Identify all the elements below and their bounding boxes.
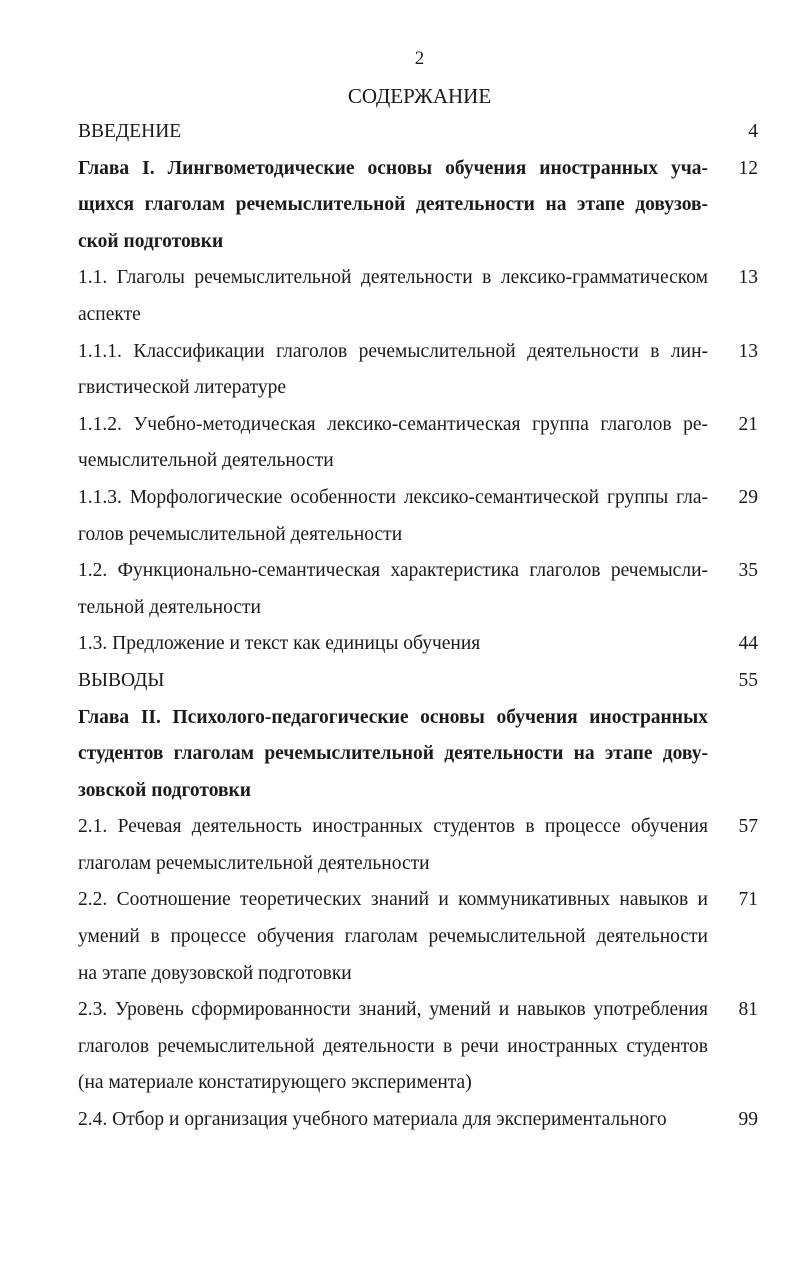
- toc-page-number: 12: [738, 157, 758, 179]
- toc-page-number: 29: [738, 486, 758, 508]
- toc-entry-line: зовской подготовки: [78, 779, 251, 801]
- toc-entry-line: аспекте: [78, 303, 141, 325]
- toc-page-number: 13: [738, 340, 758, 362]
- toc-entry-line: 1.3. Предложение и текст как единицы обучения: [78, 633, 481, 655]
- toc-page-number: 21: [738, 413, 758, 435]
- toc-entry-line: студентов глаголам речемыслительной деятельности на этапе дову-: [78, 743, 708, 765]
- toc-entry-text: [78, 882, 708, 992]
- toc-entry: [78, 882, 758, 992]
- toc-entry-line: ВЫВОДЫ: [78, 669, 165, 691]
- toc-page-number: 35: [738, 560, 758, 582]
- toc-title: СОДЕРЖАНИЕ: [347, 84, 492, 108]
- toc-entry-line: ВВЕДЕНИЕ: [78, 121, 182, 142]
- toc-entry-text: [78, 553, 708, 626]
- toc-page-number: 99: [738, 1109, 758, 1131]
- toc-entry: [78, 553, 758, 626]
- toc-page-number: 57: [738, 816, 758, 838]
- toc-entry: [78, 334, 758, 407]
- toc-entry-line: глаголов речемыслительной деятельности в речи иностранных студентов: [78, 1035, 708, 1057]
- toc-entry: [78, 114, 758, 151]
- toc-page-number: 13: [738, 267, 758, 289]
- page-number: 2: [414, 48, 425, 69]
- toc-page-number: 81: [738, 999, 758, 1021]
- toc-entry: [78, 626, 758, 663]
- toc-entry-line: 1.2. Функционально-семантическая характеристика глаголов речемысли-: [78, 560, 708, 582]
- toc-entry-line: умений в процессе обучения глаголам речемыслительной деятельности: [78, 926, 708, 948]
- toc-entry: [78, 151, 758, 261]
- toc-entry-line: Глава I. Лингвометодические основы обучения иностранных уча-: [78, 157, 708, 179]
- toc-entry: [78, 480, 758, 553]
- toc-entry-line: 2.3. Уровень сформированности знаний, умений и навыков употребления: [78, 999, 708, 1021]
- toc-entry: [78, 260, 758, 333]
- toc-entry-line: ской подготовки: [78, 230, 224, 252]
- toc-entry-line: гвистической литературе: [78, 377, 287, 399]
- toc-entry-line: Глава II. Психолого-педагогические основы обучения иностранных: [78, 706, 708, 728]
- toc-entry-text: [78, 1102, 708, 1139]
- toc-entry-text: [78, 260, 708, 333]
- toc-entry: [78, 809, 758, 882]
- toc-chapter-heading: [78, 700, 708, 810]
- table-of-contents: [78, 114, 758, 1139]
- toc-page-number: 4: [748, 121, 758, 142]
- toc-page-number: 55: [738, 669, 758, 691]
- toc-entry-line: 1.1.1. Классификации глаголов речемыслительной деятельности в лин-: [78, 340, 708, 362]
- toc-entry: [78, 663, 758, 700]
- toc-entry-line: 1.1.2. Учебно-методическая лексико-семантическая группа глаголов ре-: [78, 413, 708, 435]
- toc-entry-line: чемыслительной деятельности: [78, 450, 334, 472]
- toc-entry-line: тельной деятельности: [78, 596, 261, 618]
- toc-entry-text: [78, 809, 708, 882]
- toc-entry-line: на этапе довузовской подготовки: [78, 962, 352, 984]
- toc-entry-line: голов речемыслительной деятельности: [78, 523, 403, 545]
- toc-entry-line: (на материале констатирующего эксперимента): [78, 1072, 472, 1094]
- toc-entry-line: 1.1.3. Морфологические особенности лексико-семантической группы гла-: [78, 486, 708, 508]
- toc-entry: [78, 700, 758, 810]
- toc-page-number: 71: [738, 889, 758, 911]
- toc-entry-line: глаголам речемыслительной деятельности: [78, 852, 430, 874]
- toc-entry-text: [78, 114, 708, 151]
- toc-entry: [78, 992, 758, 1102]
- toc-entry-text: [78, 626, 708, 663]
- toc-entry-line: щихся глаголам речемыслительной деятельности на этапе довузов-: [78, 194, 708, 216]
- toc-entry-text: [78, 334, 708, 407]
- toc-entry-line: 1.1. Глаголы речемыслительной деятельности в лексико-грамматическом: [78, 267, 708, 289]
- toc-entry-text: [78, 663, 708, 700]
- toc-entry-line: 2.2. Соотношение теоретических знаний и коммуникативных навыков и: [78, 889, 708, 911]
- toc-page-number: 44: [738, 633, 758, 655]
- toc-entry-line: 2.1. Речевая деятельность иностранных студентов в процессе обучения: [78, 816, 708, 838]
- toc-chapter-heading: [78, 151, 708, 261]
- toc-entry-text: [78, 407, 708, 480]
- toc-entry-text: [78, 480, 708, 553]
- toc-entry-text: [78, 992, 708, 1102]
- toc-entry: [78, 1102, 758, 1139]
- toc-entry: [78, 407, 758, 480]
- toc-entry-line: 2.4. Отбор и организация учебного материала для экспериментального: [78, 1109, 667, 1131]
